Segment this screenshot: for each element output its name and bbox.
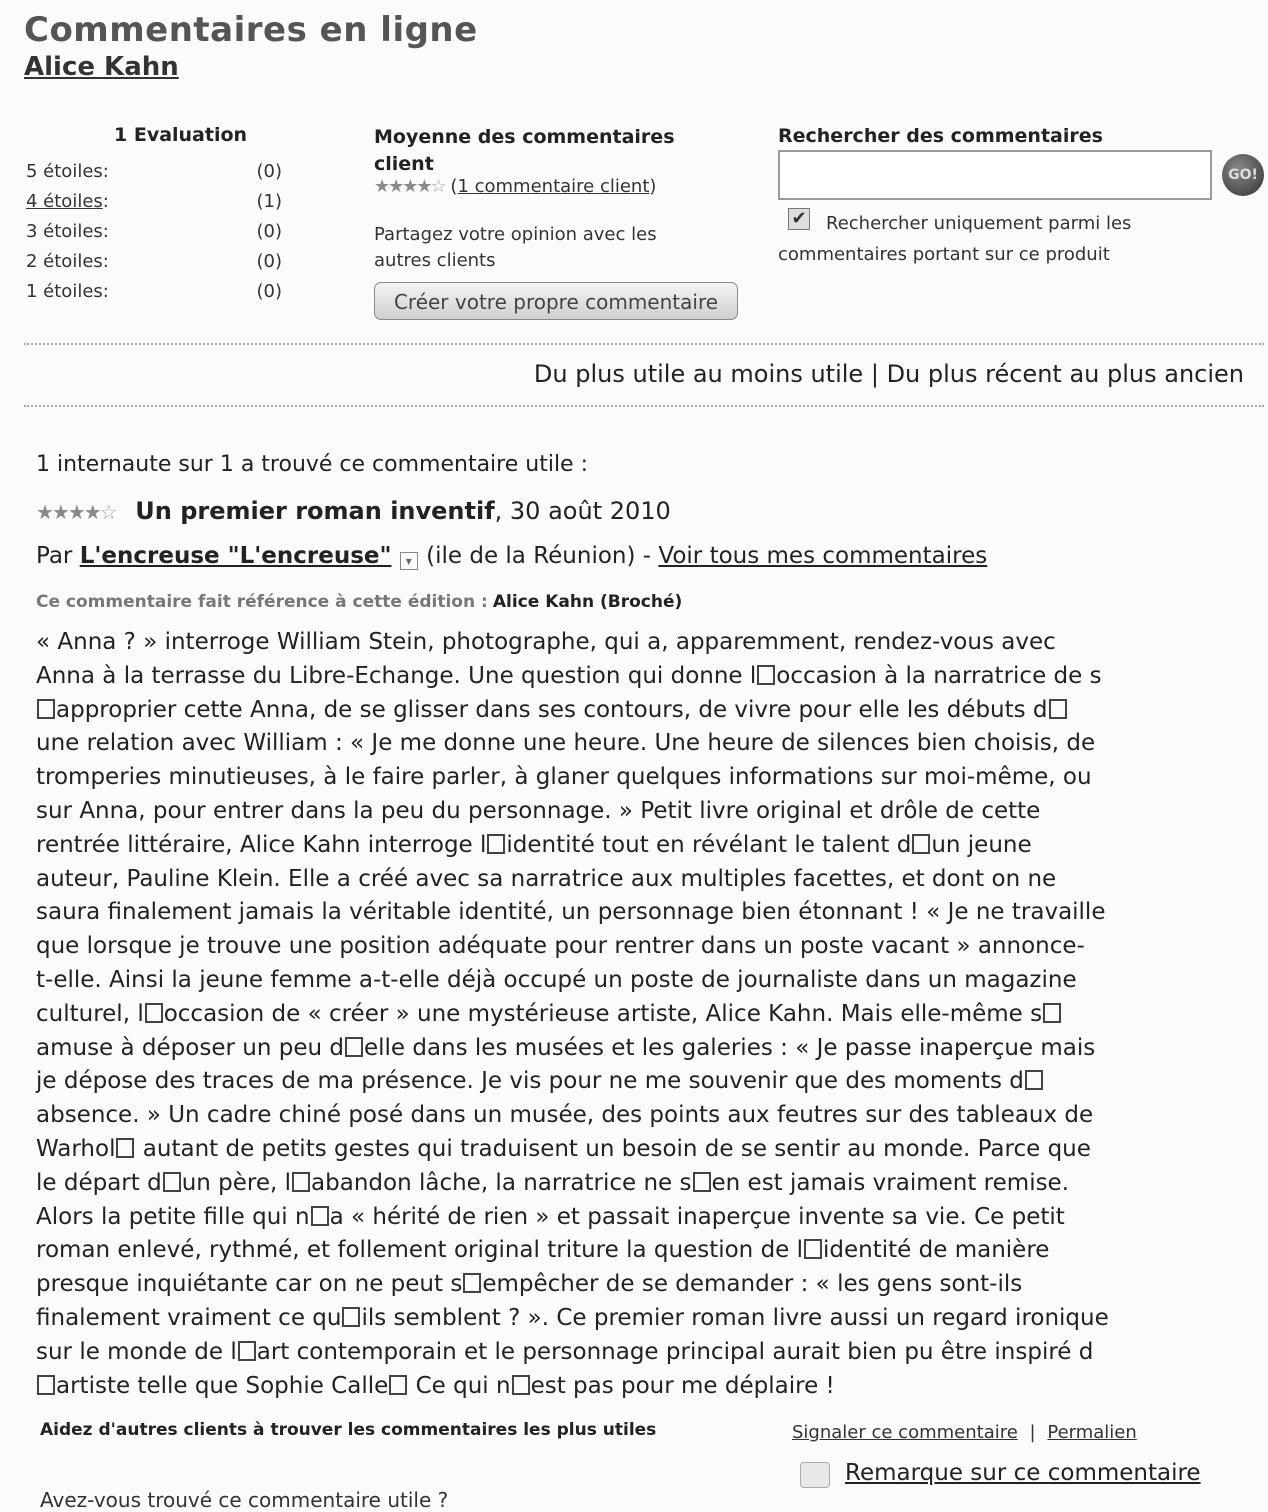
review-body-line: « Anna ? » interroge William Stein, photographe, qui a, apparemment, rendez-vous avec (36, 629, 1056, 655)
comment-link[interactable]: Remarque sur ce commentaire (845, 1460, 1201, 1486)
missing-glyph-icon (1043, 1003, 1061, 1023)
missing-glyph-icon (311, 1206, 329, 1226)
missing-glyph-icon (116, 1138, 134, 1158)
search-input[interactable] (778, 150, 1212, 200)
review-body-line: auteur, Pauline Klein. Elle a créé avec sa narratrice aux multiples facettes, et dont on ne (36, 865, 1057, 892)
review-body-line: tromperies minutieuses, à le faire parler, à glaner quelques informations sur moi-même, ou (36, 764, 1092, 791)
review-stars-icon: ★★★★☆ (36, 500, 116, 524)
sort-most-useful[interactable]: Du plus utile au moins utile (533, 360, 864, 388)
search-heading: Rechercher des commentaires (778, 125, 1103, 147)
edition-label: Ce commentaire fait référence à cette édition : (36, 592, 488, 612)
sort-options (534, 360, 1244, 388)
search-scope-label: Rechercher uniquement parmi les commentaires portant sur ce produit (778, 213, 1132, 265)
rating-row-3 (26, 221, 286, 251)
review-body-line: presque inquiétante car on ne peut s empêcher de se demander : « les gens sont-ils (36, 1271, 1023, 1298)
review-title: Un premier roman inventif (135, 497, 495, 525)
help-others-text: Aidez d'autres clients à trouver les commentaires les plus utiles (40, 1420, 657, 1440)
review-body-line: je dépose des traces de ma présence. Je vis pour ne me souvenir que des moments d (36, 1065, 1241, 1099)
sort-most-recent[interactable]: Du plus récent au plus ancien (886, 360, 1244, 388)
missing-glyph-icon (912, 834, 930, 854)
missing-glyph-icon (389, 1375, 407, 1395)
rating-count: (0) (256, 221, 282, 242)
comment-icon (800, 1462, 830, 1488)
reviewer-location: (ile de la Réunion) - (426, 543, 652, 569)
missing-glyph-icon (693, 1172, 711, 1192)
by-label: Par (36, 543, 73, 569)
review-body-line: Warhol autant de petits gestes qui traduisent un besoin de se sentir au monde. Parce que (36, 1135, 1091, 1162)
go-button[interactable]: GO! (1222, 154, 1264, 196)
review-body-line: roman enlevé, rythmé, et follement original triture la question de l identité de manière (36, 1237, 1050, 1264)
review-body (36, 626, 1241, 1403)
review-body-line: artiste telle que Sophie Calle Ce qui n est pas pour me déplaire ! (36, 1370, 1241, 1404)
all-reviews-link[interactable]: Voir tous mes commentaires (658, 543, 988, 569)
edition-line (36, 592, 682, 612)
missing-glyph-icon (1025, 1070, 1043, 1090)
average-rating: ★★★★☆ (1 commentaire client) (374, 176, 657, 197)
author-link[interactable]: Alice Kahn (24, 52, 179, 82)
rating-label: 5 étoiles: (26, 161, 109, 182)
sort-separator: | (870, 360, 879, 388)
review-body-line: t-elle. Ainsi la jeune femme a-t-elle déjà occupé un poste de journaliste dans un magazine (36, 966, 1077, 993)
missing-glyph-icon (37, 699, 55, 719)
rating-label-link[interactable]: 4 étoiles (26, 191, 103, 212)
permalink[interactable]: Permalien (1047, 1422, 1137, 1443)
missing-glyph-icon (145, 1003, 163, 1023)
missing-glyph-icon (1049, 699, 1067, 719)
review-body-line: Anna à la terrasse du Libre-Echange. Une question qui donne l occasion à la narratrice de s (36, 662, 1102, 689)
missing-glyph-icon (487, 834, 505, 854)
review-body-line: Alors la petite fille qui n a « hérité de rien » et passait inaperçue invente sa vie. Ce petit (36, 1203, 1065, 1230)
reviewer-line (36, 543, 987, 570)
review-count-link[interactable]: 1 commentaire client (457, 176, 650, 197)
review-body-line: le départ d un père, l abandon lâche, la narratrice ne s en est jamais vraiment remise. (36, 1169, 1070, 1196)
missing-glyph-icon (345, 1037, 363, 1057)
rating-row-4[interactable] (26, 191, 286, 221)
reviewer-link[interactable]: L'encreuse "L'encreuse" (79, 543, 392, 569)
missing-glyph-icon (512, 1375, 530, 1395)
review-body-line: approprier cette Anna, de se glisser dans ses contours, de vivre pour elle les débuts d (36, 694, 1241, 728)
rating-label: 2 étoiles: (26, 251, 109, 272)
missing-glyph-icon (804, 1239, 822, 1259)
review-body-line: rentrée littéraire, Alice Kahn interroge l identité tout en révélant le talent d un jeune (36, 831, 1032, 858)
helpful-question: Avez-vous trouvé ce commentaire utile ? (40, 1488, 449, 1512)
rating-row-1 (26, 281, 286, 311)
report-link[interactable]: Signaler ce commentaire (792, 1422, 1018, 1443)
missing-glyph-icon (163, 1172, 181, 1192)
missing-glyph-icon (757, 665, 775, 685)
rating-label: 3 étoiles: (26, 221, 109, 242)
review-body-line: absence. » Un cadre chiné posé dans un musée, des points aux feutres sur des tableaux de (36, 1102, 1094, 1129)
divider (24, 343, 1264, 345)
missing-glyph-icon (342, 1307, 360, 1327)
missing-glyph-icon (292, 1172, 310, 1192)
rating-count: (0) (256, 161, 282, 182)
rating-label-suffix: : (102, 191, 109, 212)
missing-glyph-icon (238, 1341, 256, 1361)
review-body-line: une relation avec William : « Je me donne une heure. Une heure de silences bien choisis, de (36, 730, 1096, 757)
review-body-line: sur Anna, pour entrer dans la peu du personnage. » Petit livre original et drôle de cette (36, 797, 1041, 824)
rating-count: (0) (256, 251, 282, 272)
review-body-line: sur le monde de l art contemporain et le personnage principal aurait bien pu être inspiré d (36, 1338, 1094, 1365)
rating-label: 1 étoiles: (26, 281, 109, 302)
helpful-summary: 1 internaute sur 1 a trouvé ce commentaire utile : (36, 452, 588, 477)
chevron-down-icon[interactable]: ▾ (400, 552, 418, 570)
check-icon: ✔ (791, 208, 807, 229)
review-actions (792, 1422, 1137, 1443)
average-stars-icon: ★★★★☆ (374, 176, 445, 197)
missing-glyph-icon (37, 1375, 55, 1395)
review-body-line: amuse à déposer un peu d elle dans les musées et les galeries : « Je passe inaperçue mais (36, 1034, 1096, 1061)
review-title-line (36, 497, 671, 525)
link-separator: | (1029, 1422, 1036, 1443)
missing-glyph-icon (463, 1273, 481, 1293)
review-body-line: finalement vraiment ce qu ils semblent ? ». Ce premier roman livre aussi un regard ironique (36, 1304, 1109, 1331)
review-body-line: saura finalement jamais la véritable identité, un personnage bien étonnant ! « Je ne travaille (36, 899, 1106, 926)
rating-count: (0) (256, 281, 282, 302)
share-text: Partagez votre opinion avec les autres clients (374, 224, 657, 271)
review-body-line: culturel, l occasion de « créer » une mystérieuse artiste, Alice Kahn. Mais elle-même s (36, 998, 1241, 1032)
average-heading: Moyenne des commentaires client (374, 126, 675, 175)
rating-row-2 (26, 251, 286, 281)
review-body-line: que lorsque je trouve une position adéquate pour rentrer dans un poste vacant » annonce- (36, 933, 1085, 960)
rating-row-5 (26, 161, 286, 191)
divider (24, 405, 1264, 407)
rating-count: (1) (256, 191, 282, 212)
edition-value: Alice Kahn (Broché) (492, 592, 683, 612)
review-date: , 30 août 2010 (494, 497, 671, 525)
create-review-button[interactable]: Créer votre propre commentaire (374, 282, 738, 320)
page-title: Commentaires en ligne (24, 10, 478, 50)
ratings-heading: 1 Evaluation (114, 124, 248, 146)
